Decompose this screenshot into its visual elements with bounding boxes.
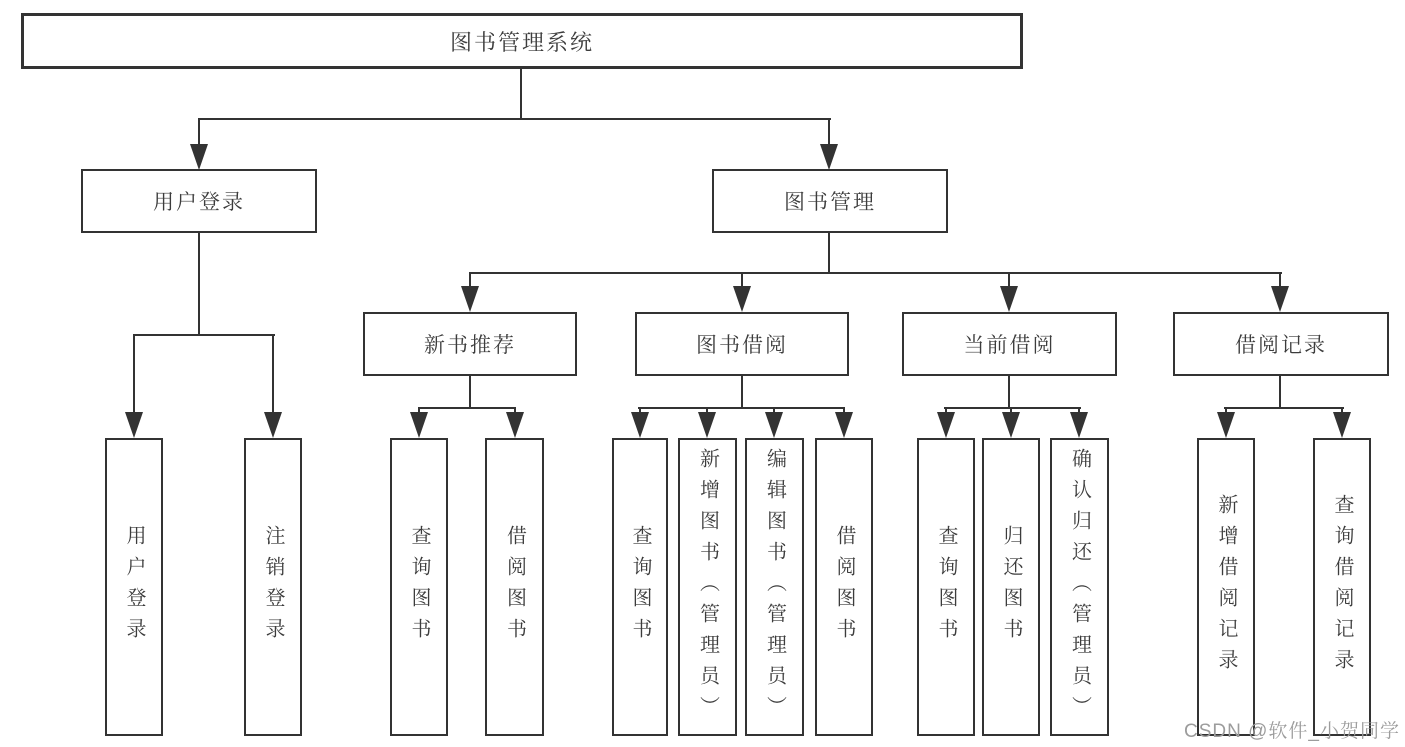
connector-line [198, 233, 200, 336]
node-label: 图书管理系统 [449, 29, 594, 55]
node-label: 新增借阅记录 [1215, 494, 1237, 680]
arrowhead-down-icon [410, 412, 428, 438]
connector-line [272, 334, 274, 414]
node-new-book-recommend [363, 312, 577, 376]
connector-line [828, 118, 830, 146]
connector-line [198, 118, 831, 120]
leaf-user-login [105, 438, 163, 736]
connector-line [133, 334, 135, 414]
arrowhead-down-icon [698, 412, 716, 438]
node-label: 查询图书 [408, 525, 430, 649]
leaf-edit-books-admin [745, 438, 804, 736]
node-current-borrowing [902, 312, 1117, 376]
connector-line [828, 233, 830, 274]
node-label: 查询图书 [935, 525, 957, 649]
node-label: 编辑图书（管理员） [763, 447, 786, 727]
node-label: 注销登录 [262, 525, 284, 649]
arrowhead-down-icon [835, 412, 853, 438]
node-book-borrowing [635, 312, 849, 376]
connector-line [418, 407, 516, 409]
connector-line [1008, 375, 1010, 408]
leaf-return-books [982, 438, 1040, 736]
node-label: 新增图书（管理员） [696, 447, 719, 727]
node-label: 当前借阅 [963, 334, 1056, 357]
node-label: 用户登录 [123, 525, 145, 649]
leaf-borrow-books [815, 438, 873, 736]
connector-line [198, 118, 200, 146]
node-label: 新书推荐 [424, 334, 516, 357]
arrowhead-down-icon [1070, 412, 1088, 438]
leaf-query-books-current [917, 438, 975, 736]
node-label: 用户登录 [153, 191, 245, 214]
arrowhead-down-icon [1217, 412, 1235, 438]
node-root-system [21, 13, 1023, 69]
connector-line [638, 407, 845, 409]
node-label: 借阅记录 [1235, 334, 1327, 357]
arrowhead-down-icon [264, 412, 282, 438]
arrowhead-down-icon [820, 144, 838, 170]
leaf-query-books-recommend [390, 438, 448, 736]
node-label: 确认归还（管理员） [1068, 447, 1091, 727]
connector-line [469, 375, 471, 408]
arrowhead-down-icon [765, 412, 783, 438]
node-label: 查询图书 [629, 525, 651, 649]
arrowhead-down-icon [506, 412, 524, 438]
leaf-logout [244, 438, 302, 736]
node-label: 归还图书 [1000, 525, 1022, 649]
node-label: 借阅图书 [503, 525, 526, 649]
arrowhead-down-icon [733, 286, 751, 312]
node-label: 图书管理 [784, 191, 876, 214]
arrowhead-down-icon [1271, 286, 1289, 312]
leaf-add-books-admin [678, 438, 737, 736]
connector-line [1224, 407, 1344, 409]
connector-line [133, 334, 275, 336]
arrowhead-down-icon [1333, 412, 1351, 438]
arrowhead-down-icon [937, 412, 955, 438]
node-book-management [712, 169, 948, 233]
node-user-login [81, 169, 317, 233]
connector-line [470, 272, 1282, 274]
node-borrowing-records [1173, 312, 1389, 376]
leaf-confirm-return-admin [1050, 438, 1109, 736]
arrowhead-down-icon [631, 412, 649, 438]
arrowhead-down-icon [190, 144, 208, 170]
connector-line [741, 375, 743, 408]
arrowhead-down-icon [1000, 286, 1018, 312]
leaf-borrow-books-recommend [485, 438, 544, 736]
arrowhead-down-icon [1002, 412, 1020, 438]
leaf-query-books-borrowing [612, 438, 668, 736]
connector-line [1279, 375, 1281, 408]
csdn-watermark: CSDN @软件_小贺同学 [1184, 721, 1400, 742]
arrowhead-down-icon [125, 412, 143, 438]
node-label: 借阅图书 [833, 525, 855, 649]
leaf-query-borrow-record [1313, 438, 1371, 736]
leaf-add-borrow-record [1197, 438, 1255, 736]
node-label: 查询借阅记录 [1331, 494, 1353, 680]
connector-line [944, 407, 1081, 409]
arrowhead-down-icon [461, 286, 479, 312]
node-label: 图书借阅 [696, 334, 788, 357]
connector-line [520, 68, 522, 118]
